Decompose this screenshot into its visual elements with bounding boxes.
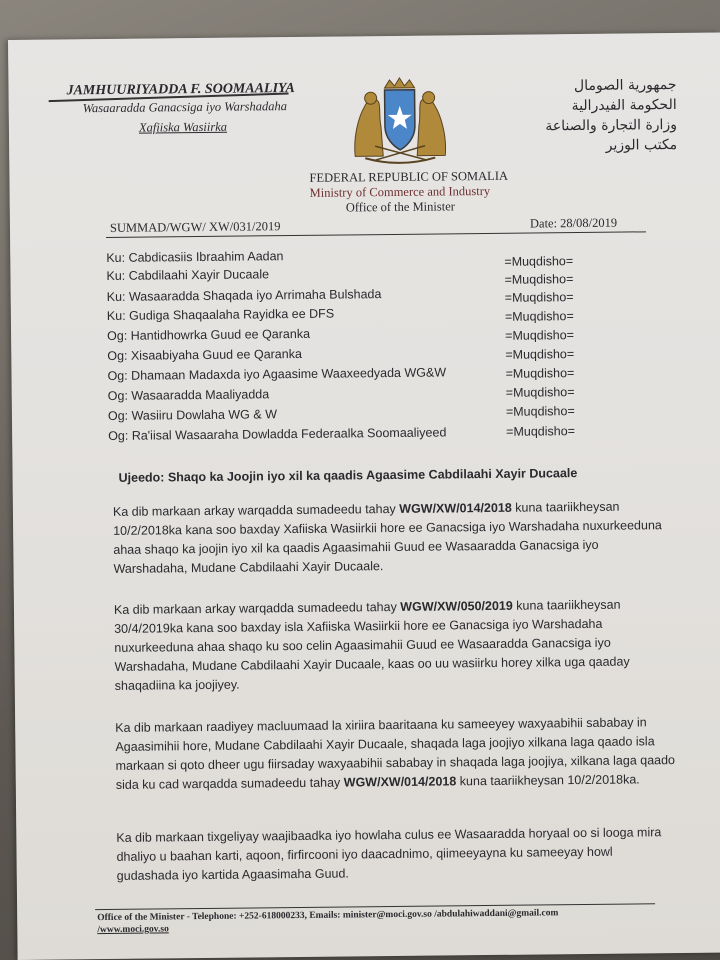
- reference-code: WGW/XW/050/2019: [400, 598, 513, 614]
- recipient-label: Og: Dhamaan Madaxda iyo Agaasime Waaxeedyada WG&W: [107, 365, 447, 383]
- letterhead-office-arabic: مكتب الوزير: [605, 136, 678, 154]
- letterhead-ministry-arabic: وزارة التجارة والصناعة: [545, 117, 678, 135]
- recipient-place: =Muqdisho=: [504, 254, 574, 269]
- recipient-label: Og: Wasiiru Dowlaha WG & W: [107, 407, 278, 423]
- letter-subject: Ujeedo: Shaqo ka Joojin iyo xil ka qaadis Agaasime Cabdilaahi Xayir Ducaale: [118, 466, 578, 485]
- recipient-place: =Muqdisho=: [505, 404, 575, 419]
- recipient-label: Ku: Cabdicasiis Ibraahim Aadan: [106, 249, 284, 265]
- footer-contact: Office of the Minister - Telephone: +252-618000233, Emails: minister@moci.gov.so /abdulahiwaddani@gmail.com: [97, 908, 559, 924]
- recipient-label: Ku: Cabdilaahi Xayir Ducaale: [106, 267, 270, 283]
- recipient-place: =Muqdisho=: [505, 328, 575, 343]
- recipient-place: =Muqdisho=: [506, 424, 576, 439]
- letterhead-country-english: FEDERAL REPUBLIC OF SOMALIA: [309, 168, 509, 185]
- body-paragraph: Ka dib markaan raadiyey macluumaad la xiriira baaritaana ku sameeyey waxyaabihii sababay in Agaasimihii hore, Mudane Cabdilaahi Xayir Ducaale, shaqada laga joojiyo xilkana laga qaado isla markaan si qoto dheer ugu fiirsaday waxyaabihii sababay in shaqada laga joojiya, xilkana laga qaado sida ku cad warqadda sumadeedu tahay WGW/XW/014/2018 kuna taariikheysan 10/2/2018ka.: [115, 715, 676, 792]
- letterhead-country-arabic: جمهورية الصومال: [573, 77, 677, 95]
- recipient-place: =Muqdisho=: [504, 309, 574, 324]
- body-paragraph: Ka dib markaan arkay warqadda sumadeedu tahay WGW/XW/014/2018 kuna taariikheysan 10/2/2018ka kana soo baxday Xafiiska Wasiirkii hore ee Ganacsiga iyo Warshadaha nuxurkeeduna ahaa shaqo ka joojin iyo xil ka qaadis Agaasimahii Guud ee Wasaaradda Ganacsiga iyo Warshadaha, Mudane Cabdilaahi Xayir Ducaale.: [112, 499, 662, 576]
- letterhead-government-arabic: الحكومة الفيدرالية: [571, 97, 677, 115]
- recipient-label: Og: Wasaaradda Maaliyadda: [107, 387, 270, 403]
- letterhead-office-english: Office of the Minister: [345, 199, 455, 215]
- letter-page: [8, 33, 720, 960]
- letterhead-ministry-english: Ministry of Commerce and Industry: [309, 183, 491, 200]
- reference-code: WGW/XW/014/2018: [343, 774, 457, 790]
- letterhead-ministry-somali: Wasaaradda Ganacsiga iyo Warshadaha: [82, 99, 288, 116]
- letterhead-office-somali: Xafiiska Wasiirka: [138, 119, 228, 135]
- recipient-label: Og: Hantidhowrka Guud ee Qaranka: [107, 326, 311, 343]
- recipient-label: Ku: Gudiga Shaqaalaha Rayidka ee DFS: [106, 306, 335, 323]
- coat-of-arms-emblem: [344, 75, 455, 166]
- footer-divider: [95, 903, 655, 910]
- body-paragraph: Ka dib markaan arkay warqadda sumadeedu tahay WGW/XW/050/2019 kuna taariikheysan 30/4/2019ka kana soo baxday isla Xafiiska Wasiirkii hore ee Ganacsiga iyo Warshadaha nuxurkeeduna ahaa shaqo ku soo celin Agaasimahii Guud ee Wasaaradda Ganacsiga iyo Warshadaha, Mudane Cabdilaahi Xayir Ducaale, kaas oo uu wasiirku horey xilka uga qaaday shaqadiina ka joojiyey.: [113, 597, 630, 693]
- recipient-place: =Muqdisho=: [505, 347, 575, 362]
- recipient-place: =Muqdisho=: [504, 272, 574, 287]
- recipient-label: Og: Xisaabiyaha Guud ee Qaranka: [107, 346, 302, 363]
- recipient-label: Og: Ra'iisal Wasaaraha Dowladda Federaalka Soomaaliyeed: [108, 425, 447, 443]
- footer-website: /www.moci.gov.so: [97, 924, 169, 936]
- letterhead-country-somali: JAMHUURIYADDA F. SOOMAALIYA: [66, 80, 295, 99]
- recipient-place: =Muqdisho=: [504, 290, 574, 305]
- reference-number: SUMMAD/WGW/ XW/031/2019: [109, 219, 281, 235]
- body-paragraph: Ka dib markaan tixgeliyay waajibaadka iyo howlaha culus ee Wasaaradda horyaal oo si looga mira dhaliyo u baahan karti, aqoon, firfircooni iyo daacadnimo, qiimeeyayna ku sameeyay howl gudashada iyo kartida Agaasimaha Guud.: [116, 825, 662, 883]
- letter-date: Date: 28/08/2019: [529, 215, 618, 231]
- reference-code: WGW/XW/014/2018: [399, 500, 512, 516]
- recipient-label: Ku: Wasaaradda Shaqada iyo Arrimaha Bulshada: [106, 287, 382, 304]
- recipient-place: =Muqdisho=: [505, 366, 575, 381]
- recipient-place: =Muqdisho=: [505, 385, 575, 400]
